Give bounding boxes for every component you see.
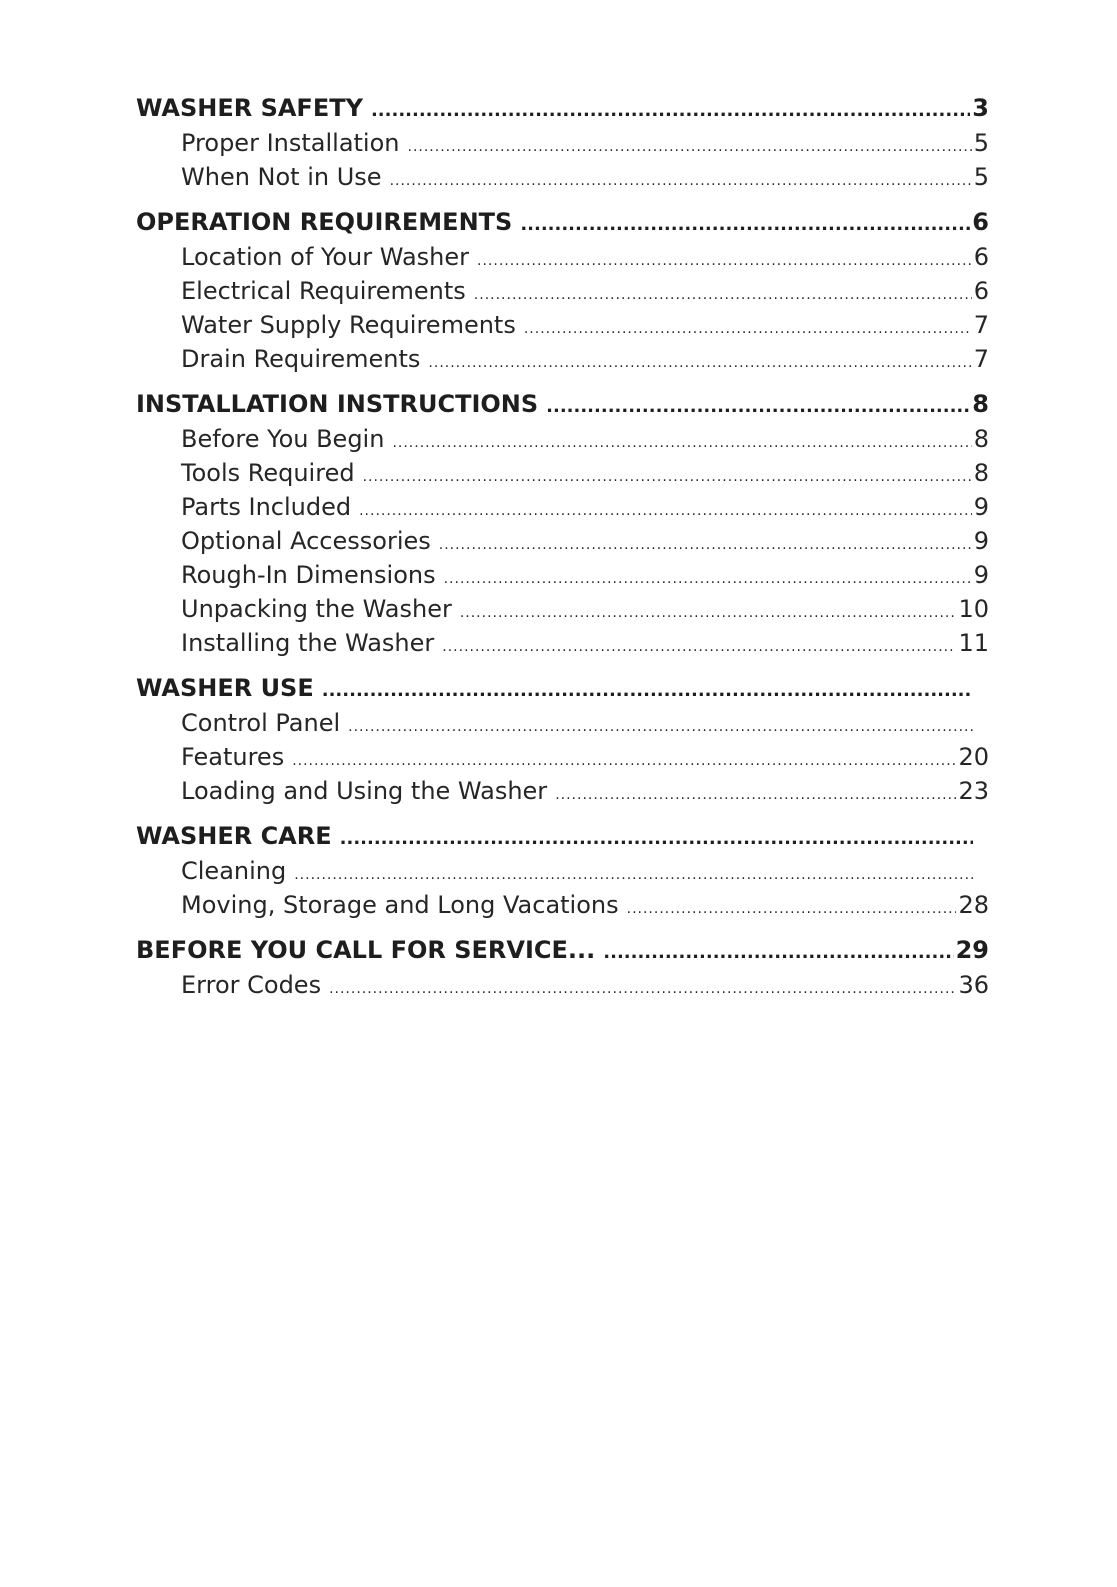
toc-entry[interactable] xyxy=(136,626,989,660)
entry-page-number: 6 xyxy=(973,277,989,305)
entry-title: Loading and Using the Washer xyxy=(181,777,548,805)
toc-entry[interactable] xyxy=(136,456,989,490)
dot-leader xyxy=(294,854,973,892)
entry-page-number: 11 xyxy=(958,629,989,657)
table-of-contents xyxy=(136,90,989,1012)
toc-entry[interactable] xyxy=(136,490,989,524)
section-title: BEFORE YOU CALL FOR SERVICE... xyxy=(136,936,596,964)
dot-leader xyxy=(371,90,970,129)
entry-title: Location of Your Washer xyxy=(181,243,470,271)
toc-section xyxy=(136,818,989,922)
toc-section-heading[interactable] xyxy=(136,204,989,240)
dot-leader xyxy=(292,740,956,778)
dot-leader xyxy=(524,308,972,346)
dot-leader xyxy=(390,160,972,198)
entry-page-number: 36 xyxy=(958,971,989,999)
section-title: INSTALLATION INSTRUCTIONS xyxy=(136,390,539,418)
toc-entry[interactable] xyxy=(136,592,989,626)
entry-title: Tools Required xyxy=(181,459,355,487)
entry-title: Before You Begin xyxy=(181,425,385,453)
dot-leader xyxy=(555,774,956,812)
entry-page-number: 5 xyxy=(973,129,989,157)
toc-section-heading[interactable] xyxy=(136,90,989,126)
section-page-number: 29 xyxy=(955,936,989,964)
entry-title: Control Panel xyxy=(181,709,341,737)
entry-title: Features xyxy=(181,743,285,771)
dot-leader xyxy=(329,968,956,1006)
dot-leader xyxy=(627,888,957,926)
toc-section xyxy=(136,670,989,808)
dot-leader xyxy=(603,932,953,971)
dot-leader xyxy=(474,274,972,312)
toc-entry[interactable] xyxy=(136,240,989,274)
toc-section xyxy=(136,932,989,1002)
toc-entry[interactable] xyxy=(136,422,989,456)
entry-page-number: 23 xyxy=(958,777,989,805)
section-title: WASHER SAFETY xyxy=(136,94,363,122)
entry-page-number: 10 xyxy=(958,595,989,623)
entry-title: Water Supply Requirements xyxy=(181,311,516,339)
dot-leader xyxy=(520,204,970,243)
entry-title: Proper Installation xyxy=(181,129,400,157)
toc-entry[interactable] xyxy=(136,706,989,740)
dot-leader xyxy=(348,706,973,744)
toc-entry[interactable] xyxy=(136,854,989,888)
toc-section xyxy=(136,204,989,376)
toc-entry[interactable] xyxy=(136,342,989,376)
entry-page-number: 7 xyxy=(973,345,989,373)
toc-section xyxy=(136,90,989,194)
entry-page-number: 20 xyxy=(958,743,989,771)
entry-page-number: 9 xyxy=(973,493,989,521)
entry-title: Error Codes xyxy=(181,971,322,999)
toc-entry[interactable] xyxy=(136,274,989,308)
section-title: WASHER USE xyxy=(136,674,314,702)
entry-page-number: 8 xyxy=(973,425,989,453)
toc-section-heading[interactable] xyxy=(136,818,989,854)
entry-title: Parts Included xyxy=(181,493,352,521)
entry-title: Unpacking the Washer xyxy=(181,595,452,623)
section-page-number: 6 xyxy=(972,208,989,236)
dot-leader xyxy=(546,386,970,425)
dot-leader xyxy=(363,456,972,494)
toc-section-heading[interactable] xyxy=(136,932,989,968)
entry-title: Cleaning xyxy=(181,857,287,885)
dot-leader xyxy=(442,626,956,664)
toc-entry[interactable] xyxy=(136,774,989,808)
toc-entry[interactable] xyxy=(136,524,989,558)
entry-page-number: 9 xyxy=(973,561,989,589)
entry-title: Electrical Requirements xyxy=(181,277,466,305)
section-page-number: 3 xyxy=(972,94,989,122)
toc-entry[interactable] xyxy=(136,558,989,592)
section-page-number: 8 xyxy=(972,390,989,418)
toc-entry[interactable] xyxy=(136,740,989,774)
section-title: OPERATION REQUIREMENTS xyxy=(136,208,513,236)
entry-page-number: 9 xyxy=(973,527,989,555)
dot-leader xyxy=(460,592,957,630)
toc-entry[interactable] xyxy=(136,968,989,1002)
entry-page-number: 5 xyxy=(973,163,989,191)
entry-page-number: 6 xyxy=(973,243,989,271)
entry-title: Installing the Washer xyxy=(181,629,435,657)
toc-entry[interactable] xyxy=(136,888,989,922)
dot-leader xyxy=(439,524,972,562)
dot-leader xyxy=(428,342,971,380)
dot-leader xyxy=(444,558,972,596)
dot-leader xyxy=(359,490,972,528)
entry-title: When Not in Use xyxy=(181,163,382,191)
entry-title: Rough-In Dimensions xyxy=(181,561,436,589)
dot-leader xyxy=(408,126,972,164)
dot-leader xyxy=(340,818,973,857)
toc-section xyxy=(136,386,989,660)
entry-title: Drain Requirements xyxy=(181,345,421,373)
entry-page-number: 7 xyxy=(973,311,989,339)
entry-title: Moving, Storage and Long Vacations xyxy=(181,891,619,919)
entry-page-number: 28 xyxy=(958,891,989,919)
toc-section-heading[interactable] xyxy=(136,386,989,422)
section-title: WASHER CARE xyxy=(136,822,332,850)
toc-entry[interactable] xyxy=(136,126,989,160)
dot-leader xyxy=(477,240,972,278)
entry-page-number: 8 xyxy=(973,459,989,487)
toc-section-heading[interactable] xyxy=(136,670,989,706)
dot-leader xyxy=(322,670,973,709)
dot-leader xyxy=(392,422,971,460)
toc-entry[interactable] xyxy=(136,308,989,342)
toc-entry[interactable] xyxy=(136,160,989,194)
entry-title: Optional Accessories xyxy=(181,527,431,555)
